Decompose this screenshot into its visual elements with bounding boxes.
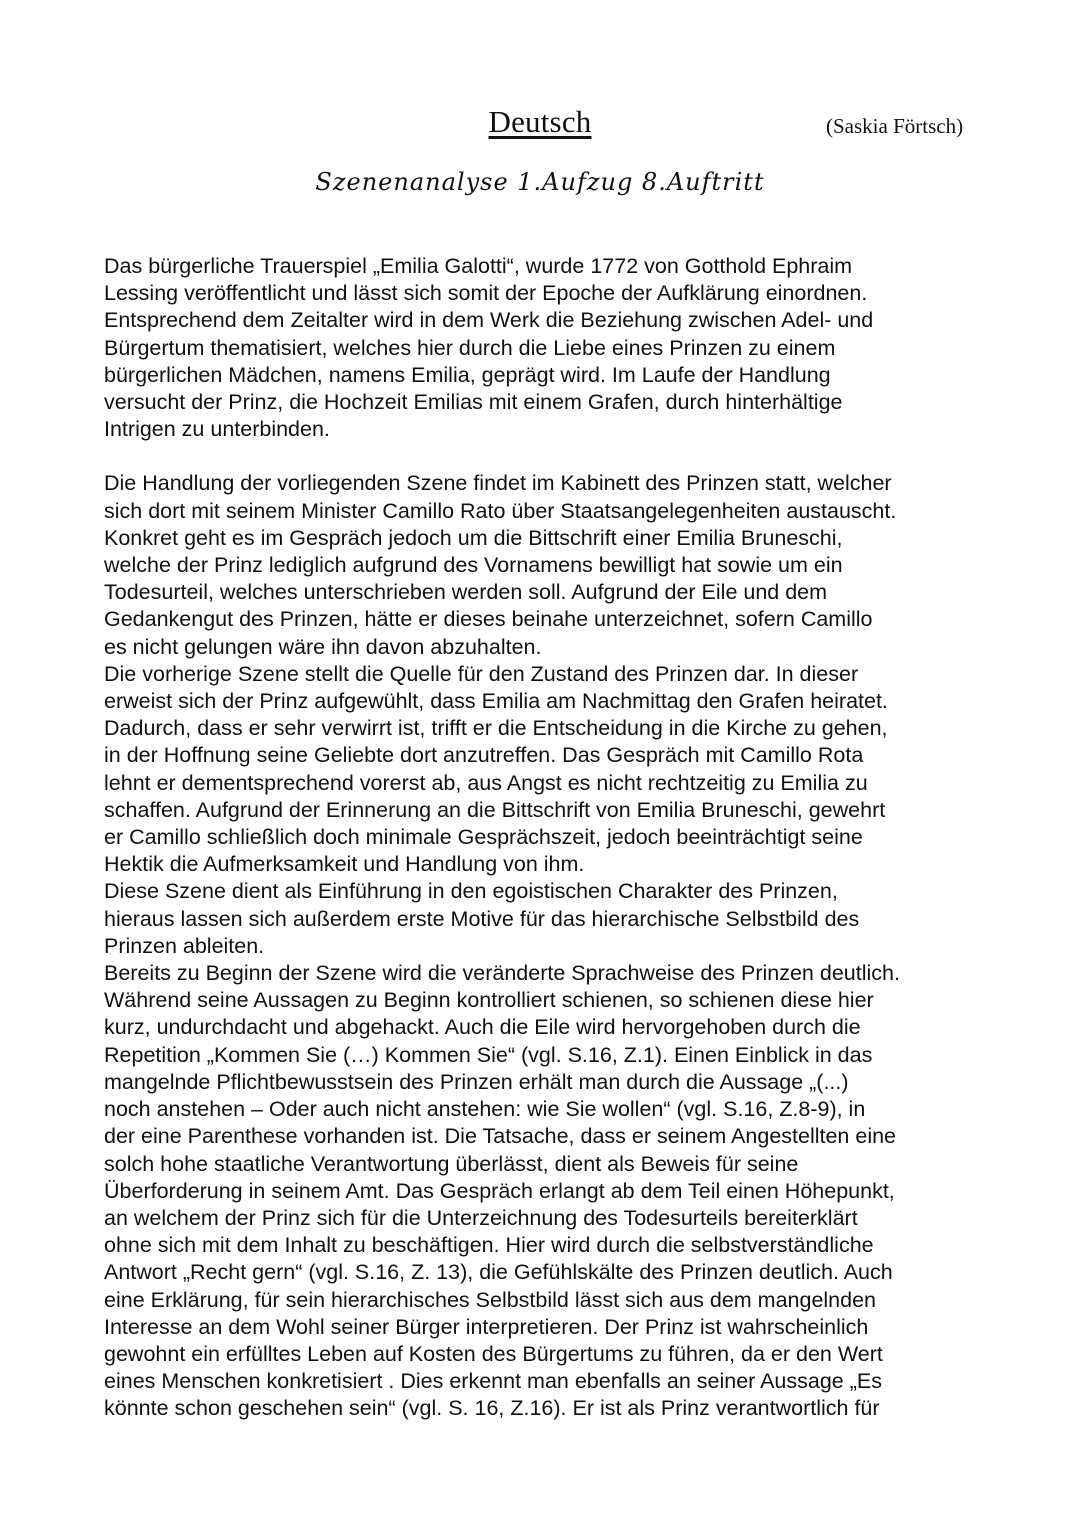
- text-line: Das bürgerliche Trauerspiel „Emilia Galotti“, wurde 1772 von Gotthold Ephraim: [104, 254, 853, 278]
- text-line: Überforderung in seinem Amt. Das Gespräch erlangt ab dem Teil einen Höhepunkt,: [104, 1178, 895, 1203]
- text-line: Die Handlung der vorliegenden Szene findet im Kabinett des Prinzen statt, welcher: [104, 471, 892, 496]
- text-line: bürgerlichen Mädchen, namens Emilia, geprägt wird. Im Laufe der Handlung: [104, 362, 831, 387]
- text-line: kurz, undurchdacht und abgehackt. Auch die Eile wird hervorgehoben durch die: [104, 1015, 861, 1040]
- paragraph-gap: [104, 443, 984, 470]
- paragraph-language-analysis: [104, 960, 984, 1422]
- text-line: schaffen. Aufgrund der Erinnerung an die Bittschrift von Emilia Bruneschi, gewehrt: [104, 797, 886, 822]
- text-line: Repetition „Kommen Sie (…) Kommen Sie“ (vgl. S.16, Z.1). Einen Einblick in das: [104, 1042, 873, 1067]
- text-line: Hektik die Aufmerksamkeit und Handlung von ihm.: [104, 852, 585, 877]
- text-line: sich dort mit seinem Minister Camillo Rato über Staatsangelegenheiten austauscht.: [104, 498, 897, 523]
- text-line: Bürgertum thematisiert, welches hier durch die Liebe eines Prinzen zu einem: [104, 335, 836, 360]
- text-line: erweist sich der Prinz aufgewühlt, dass Emilia am Nachmittag den Grafen heiratet.: [104, 689, 888, 714]
- text-line: gewohnt ein erfülltes Leben auf Kosten des Bürgertums zu führen, da er den Wert: [104, 1341, 883, 1366]
- text-line: ohne sich mit dem Inhalt zu beschäftigen. Hier wird durch die selbstverständliche: [104, 1233, 874, 1258]
- text-line: es nicht gelungen wäre ihn davon abzuhalten.: [104, 634, 542, 659]
- text-line: welche der Prinz lediglich aufgrund des Vornamens bewilligt hat sowie um ein: [104, 553, 843, 578]
- text-line: Diese Szene dient als Einführung in den egoistischen Charakter des Prinzen,: [104, 879, 838, 904]
- text-line: er Camillo schließlich doch minimale Gesprächszeit, jedoch beeinträchtigt seine: [104, 825, 863, 850]
- text-line: Prinzen ableiten.: [104, 933, 265, 958]
- paragraph-scene-function: [104, 878, 984, 960]
- text-line: mangelnde Pflichtbewusstsein des Prinzen erhält man durch die Aussage „(...): [104, 1069, 849, 1094]
- text-line: Entsprechend dem Zeitalter wird in dem Werk die Beziehung zwischen Adel- und: [104, 308, 874, 333]
- text-line: Lessing veröffentlicht und lässt sich somit der Epoche der Aufklärung einordnen.: [104, 281, 868, 306]
- text-line: Antwort „Recht gern“ (vgl. S.16, Z. 13), die Gefühlskälte des Prinzen deutlich. Auch: [104, 1260, 893, 1285]
- text-line: Die vorherige Szene stellt die Quelle für den Zustand des Prinzen dar. In dieser: [104, 661, 859, 686]
- text-line: Gedankengut des Prinzen, hätte er dieses beinahe unterzeichnet, sofern Camillo: [104, 607, 873, 632]
- text-line: Konkret geht es im Gespräch jedoch um die Bittschrift einer Emilia Bruneschi,: [104, 525, 843, 550]
- text-line: Intrigen zu unterbinden.: [104, 417, 330, 442]
- text-line: Bereits zu Beginn der Szene wird die veränderte Sprachweise des Prinzen deutlich.: [104, 961, 900, 986]
- text-line: Während seine Aussagen zu Beginn kontrolliert schienen, so schienen diese hier: [104, 988, 874, 1013]
- text-line: eine Erklärung, für sein hierarchisches Selbstbild lässt sich aus dem mangelnden: [104, 1287, 877, 1312]
- text-line: der eine Parenthese vorhanden ist. Die Tatsache, dass er seinem Angestellten eine: [104, 1124, 897, 1149]
- paragraph-scene-summary: [104, 470, 984, 660]
- paragraph-introduction: [104, 253, 984, 443]
- text-line: lehnt er dementsprechend vorerst ab, aus Angst es nicht rechtzeitig zu Emilia zu: [104, 770, 868, 795]
- text-line: hieraus lassen sich außerdem erste Motive für das hierarchische Selbstbild des: [104, 906, 860, 931]
- text-line: Todesurteil, welches unterschrieben werden soll. Aufgrund der Eile und dem: [104, 580, 828, 605]
- text-line: eines Menschen konkretisiert . Dies erkennt man ebenfalls an seiner Aussage „Es: [104, 1369, 882, 1394]
- text-line: könnte schon geschehen sein“ (vgl. S. 16, Z.16). Er ist als Prinz verantwortlich für: [104, 1396, 880, 1421]
- text-line: in der Hoffnung seine Geliebte dort anzutreffen. Das Gespräch mit Camillo Rota: [104, 743, 864, 768]
- text-line: an welchem der Prinz sich für die Unterzeichnung des Todesurteils bereiterklärt: [104, 1205, 858, 1230]
- document-title: Deutsch: [488, 104, 592, 139]
- document-body: [104, 253, 984, 1423]
- author-name: (Saskia Förtsch): [826, 114, 964, 138]
- text-line: Dadurch, dass er sehr verwirrt ist, trifft er die Entscheidung in die Kirche zu gehen,: [104, 716, 888, 741]
- text-line: Interesse an dem Wohl seiner Bürger interpretieren. Der Prinz ist wahrscheinlich: [104, 1314, 869, 1339]
- paragraph-previous-scene: [104, 661, 984, 879]
- text-line: noch anstehen – Oder auch nicht anstehen: wie Sie wollen“ (vgl. S.16, Z.8-9), in: [104, 1097, 866, 1122]
- document-subtitle: Szenenanalyse 1.Aufzug 8.Auftritt: [315, 168, 765, 196]
- text-line: solch hohe staatliche Verantwortung überlässt, dient als Beweis für seine: [104, 1151, 799, 1176]
- text-line: versucht der Prinz, die Hochzeit Emilias mit einem Grafen, durch hinterhältige: [104, 390, 843, 415]
